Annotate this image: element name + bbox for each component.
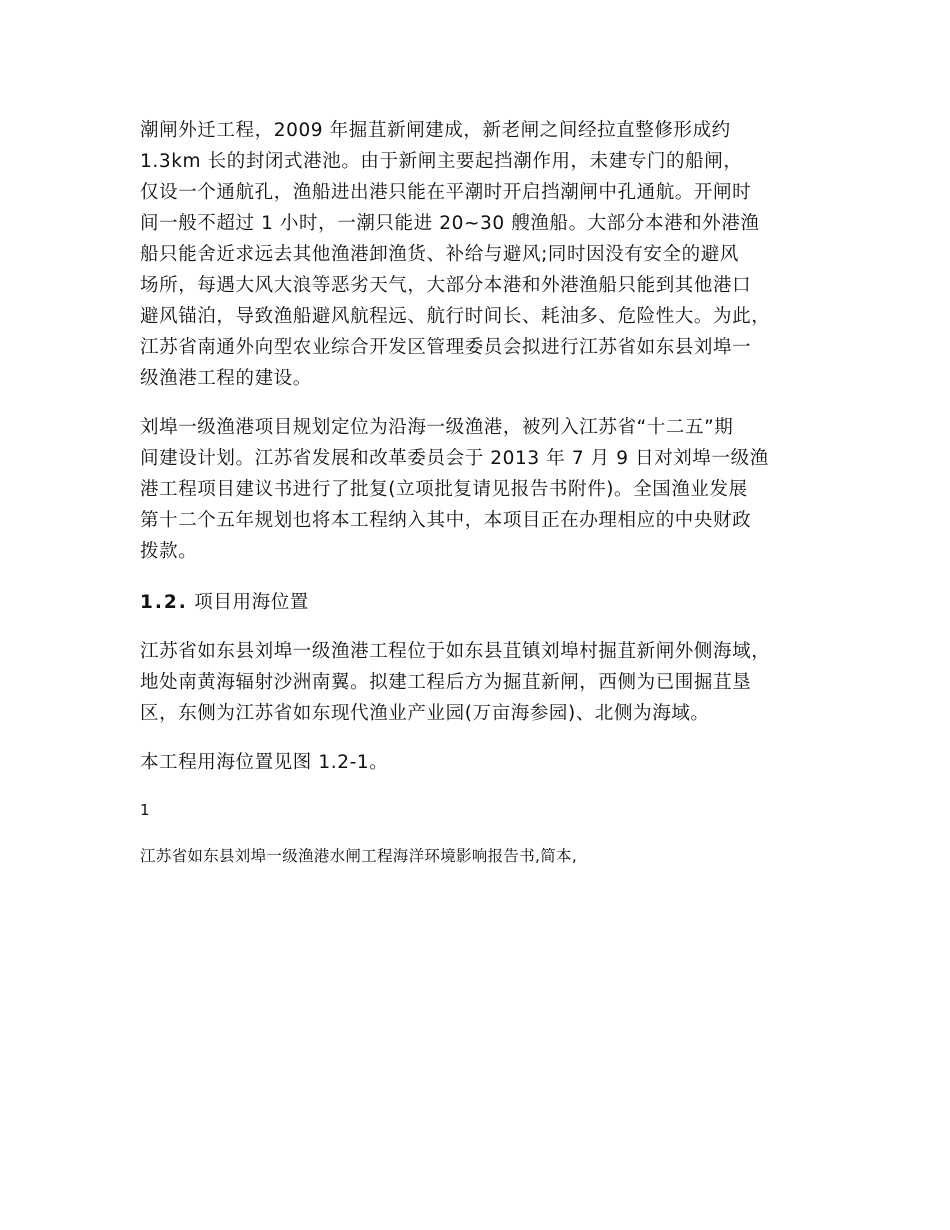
document-footer: 江苏省如东县刘埠一级渔港水闸工程海洋环境影响报告书,简本, [140, 847, 578, 865]
text-line: 江苏省如东县刘埠一级渔港工程位于如东县苴镇刘埠村掘苴新闸外侧海域， [140, 641, 771, 662]
text-line: 江苏省南通外向型农业综合开发区管理委员会拟进行江苏省如东县刘埠一 [140, 337, 752, 358]
text-line: 区，东侧为江苏省如东现代渔业产业园(万亩海参园)、北侧为海域。 [140, 703, 710, 724]
section-title: 项目用海位置 [194, 592, 309, 613]
text-line: 地处南黄海辐射沙洲南翼。拟建工程后方为掘苴新闸，西侧为已围掘苴垦 [140, 672, 752, 693]
text-line: 第十二个五年规划也将本工程纳入其中，本项目正在办理相应的中央财政 [140, 510, 752, 531]
text-line: 间一般不超过 1 小时，一潮只能进 20~30 艘渔船。大部分本港和外港渔 [140, 213, 760, 234]
text-line: 场所，每遇大风大浪等恶劣天气，大部分本港和外港渔船只能到其他港口 [140, 275, 752, 296]
page-number: 1 [140, 801, 151, 819]
text-line: 刘埠一级渔港项目规划定位为沿海一级渔港，被列入江苏省“十二五”期 [140, 417, 734, 438]
text-line: 仅设一个通航孔，渔船进出港只能在平潮时开启挡潮闸中孔通航。开闸时 [140, 182, 752, 203]
text-line: 船只能舍近求远去其他渔港卸渔货、补给与避风;同时因没有安全的避风 [140, 244, 739, 265]
section-heading [140, 590, 309, 616]
text-line: 避风锚泊，导致渔船避风航程远、航行时间长、耗油多、危险性大。为此， [140, 306, 771, 327]
text-line: 拨款。 [140, 541, 198, 562]
section-number: 1.2. [140, 592, 188, 613]
text-line: 潮闸外迁工程，2009 年掘苴新闸建成，新老闸之间经拉直整修形成约 [140, 120, 731, 141]
text-line: 1.3km 长的封闭式港池。由于新闸主要起挡潮作用，未建专门的船闸， [140, 151, 743, 172]
paragraph-figure-reference: 本工程用海位置见图 1.2-1。 [140, 752, 389, 773]
text-line: 间建设计划。江苏省发展和改革委员会于 2013 年 7 月 9 日对刘埠一级渔 [140, 448, 769, 469]
text-line: 港工程项目建议书进行了批复(立项批复请见报告书附件)。全国渔业发展 [140, 479, 748, 500]
text-line: 级渔港工程的建设。 [140, 368, 312, 389]
